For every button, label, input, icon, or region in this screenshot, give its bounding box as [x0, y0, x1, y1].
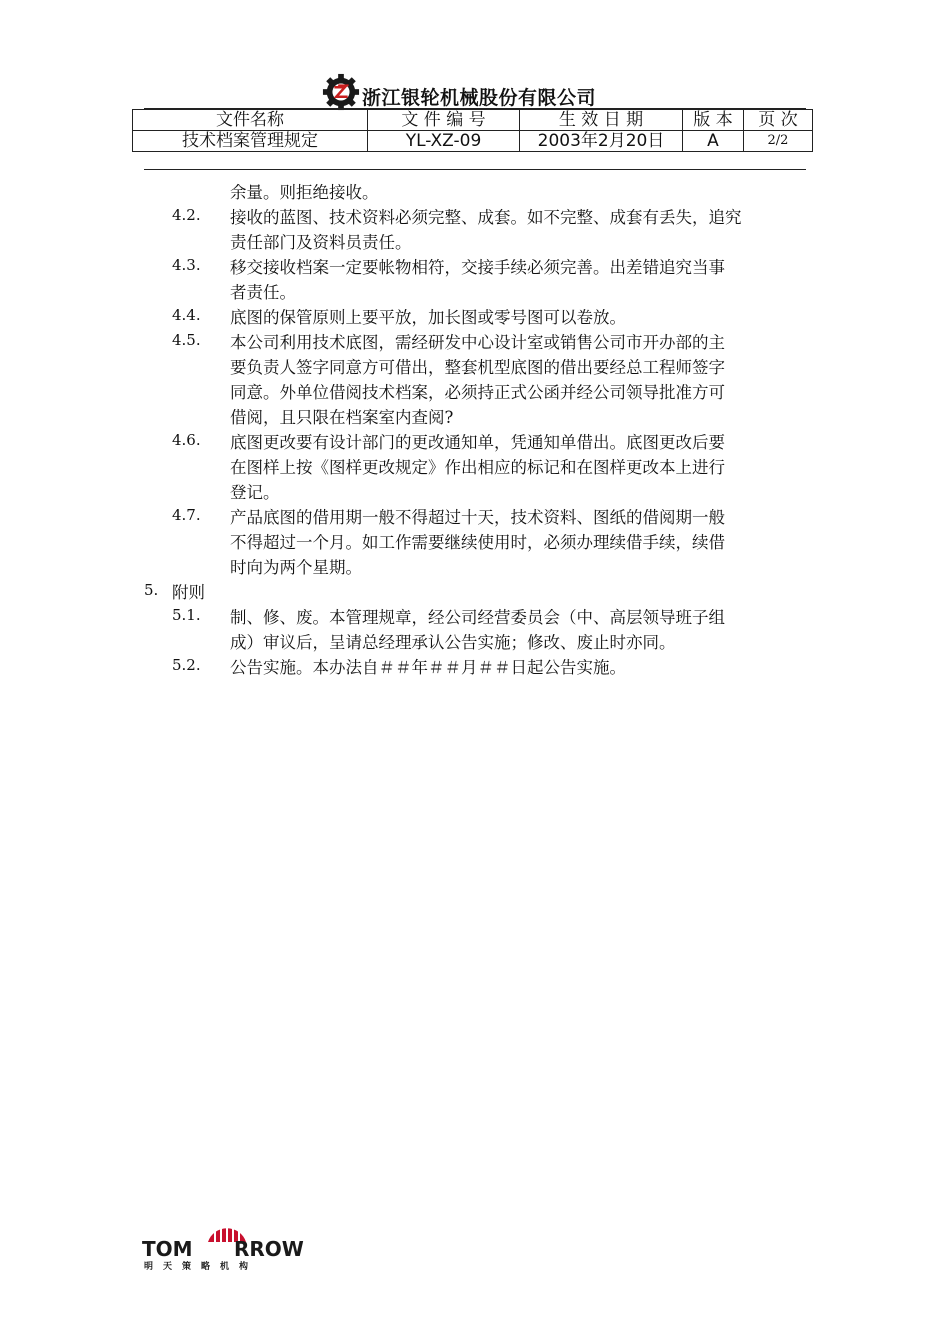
clause-number: 4.7. [172, 506, 201, 524]
header-rule-bottom [144, 169, 806, 170]
clause-text-line: 登记。 [230, 483, 280, 502]
clause-text [230, 605, 810, 655]
clause-text-line: 余量。则拒绝接收。 [230, 183, 379, 202]
clause-number: 4.5. [172, 331, 201, 349]
clause-text-line: 移交接收档案一定要帐物相符，交接手续必须完善。出差错追究当事 [230, 258, 725, 277]
clause-text-line: 产品底图的借用期一般不得超过十天，技术资料、图纸的借阅期一般 [230, 508, 725, 527]
clause-text-line: 不得超过一个月。如工作需要继续使用时，必须办理续借手续，续借 [230, 533, 725, 552]
clause-text [230, 505, 810, 580]
clause-number: 4.6. [172, 431, 201, 449]
meta-header-name: 文件名称 [133, 110, 368, 131]
clause-text-line: 底图的保管原则上要平放，加长图或零号图可以卷放。 [230, 308, 626, 327]
clause-text-line: 附则 [172, 583, 205, 602]
clause-text [230, 205, 810, 255]
clause-text-line: 要负责人签字同意方可借出，整套机型底图的借出要经总工程师签字 [230, 358, 725, 377]
tomorrow-logo-icon [142, 1212, 307, 1270]
clause-text [230, 305, 810, 330]
meta-header-version: 版 本 [683, 110, 744, 131]
svg-text:TOM: TOM [142, 1237, 193, 1261]
clause-text-line: 责任部门及资料员责任。 [230, 233, 412, 252]
meta-value-row [133, 131, 813, 152]
clause-number: 4.2. [172, 206, 201, 224]
clause-text [230, 180, 810, 205]
document-header [322, 72, 596, 112]
clause-number: 4.4. [172, 306, 201, 324]
clause-text-line: 制、修、废。本管理规章，经公司经营委员会（中、高层领导班子组 [230, 608, 725, 627]
meta-header-code: 文 件 编 号 [368, 110, 520, 131]
clause-number: 5.1. [172, 606, 201, 624]
clause-text [230, 255, 810, 305]
clause-text-line: 在图样上按《图样更改规定》作出相应的标记和在图样更改本上进行 [230, 458, 725, 477]
clause-text-line: 底图更改要有设计部门的更改通知单，凭通知单借出。底图更改后要 [230, 433, 725, 452]
meta-header-page: 页 次 [744, 110, 813, 131]
company-logo-icon [322, 73, 360, 111]
clause-text-line: 同意。外单位借阅技术档案，必须持正式公函并经公司领导批准方可 [230, 383, 725, 402]
document-meta-table [132, 109, 813, 152]
meta-page-number: 2/2 [744, 131, 813, 152]
clause-number: 4.3. [172, 256, 201, 274]
footer-logo-subtitle: 明天策略机构 [144, 1262, 259, 1270]
clause-text [230, 655, 810, 680]
clause-number: 5. [144, 581, 159, 599]
clause-text-line: 公告实施。本办法自＃＃年＃＃月＃＃日起公告实施。 [230, 658, 626, 677]
clause-text-line: 接收的蓝图、技术资料必须完整、成套。如不完整、成套有丢失，追究 [230, 208, 742, 227]
clause-text [230, 430, 810, 505]
meta-header-date: 生 效 日 期 [520, 110, 683, 131]
clause-text-line: 者责任。 [230, 283, 296, 302]
clause-number: 5.2. [172, 656, 201, 674]
meta-version: A [683, 131, 744, 152]
clause-text-line: 成）审议后，呈请总经理承认公告实施；修改、废止时亦同。 [230, 633, 676, 652]
clause-text-line: 借阅，且只限在档案室内查阅? [230, 408, 454, 427]
meta-header-row [133, 110, 813, 131]
meta-effective-date: 2003年2月20日 [520, 131, 683, 152]
meta-doc-name: 技术档案管理规定 [133, 131, 368, 152]
clause-text-line: 本公司利用技术底图，需经研发中心设计室或销售公司市开办部的主 [230, 333, 725, 352]
svg-text:RROW: RROW [234, 1237, 304, 1261]
clause-text [172, 580, 752, 605]
company-name: 浙江银轮机械股份有限公司 [362, 86, 597, 109]
meta-doc-code: YL-XZ-09 [368, 131, 520, 152]
clause-text [230, 330, 810, 430]
clause-text-line: 时向为两个星期。 [230, 558, 362, 577]
